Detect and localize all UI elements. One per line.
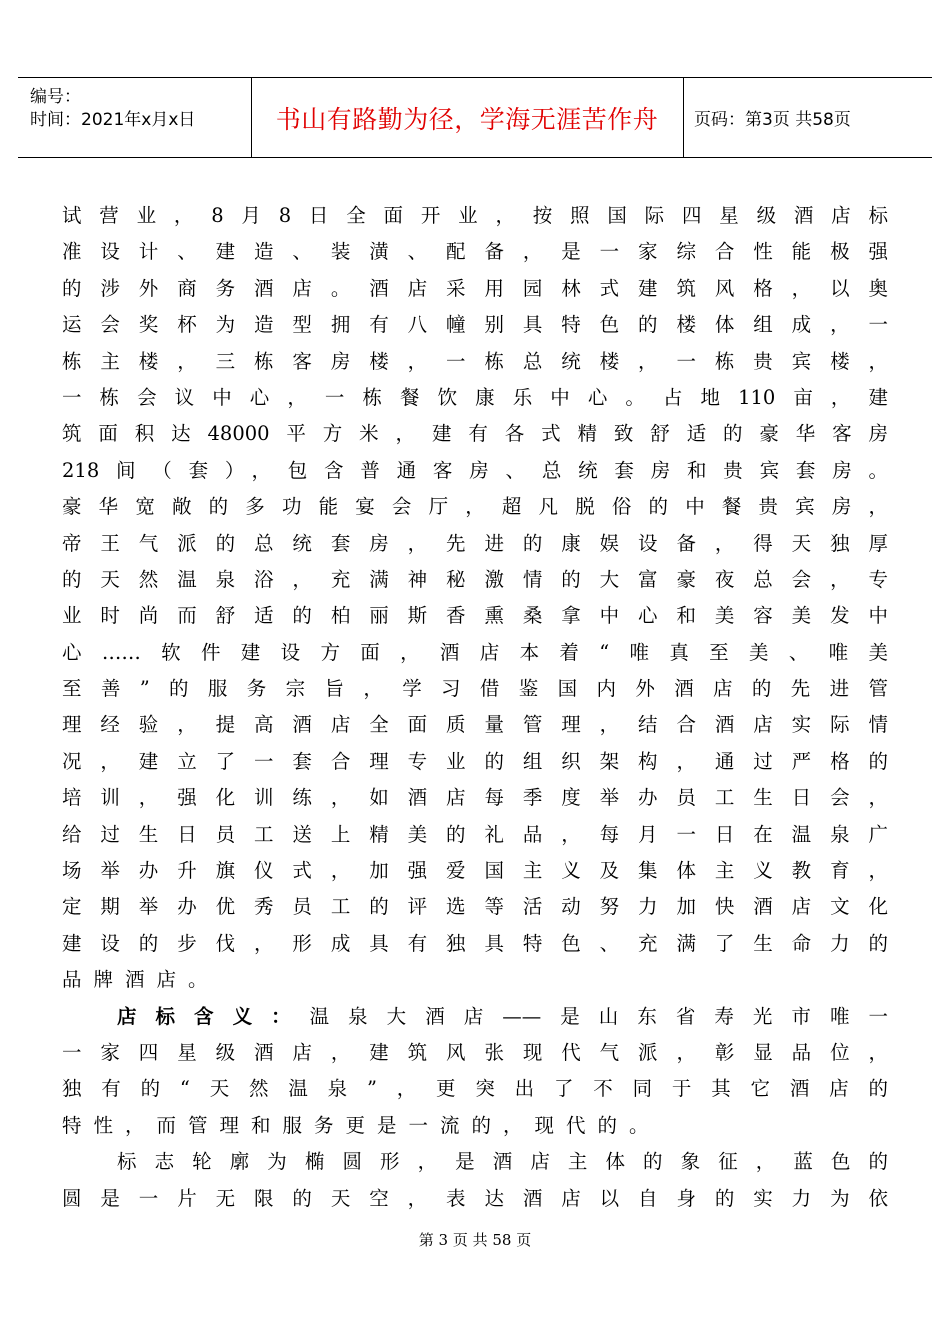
body-line: 试营业，8月8日全面开业，按照国际四星级酒店标 xyxy=(62,204,888,227)
body-line: 的天然温泉浴，充满神秘激情的大富豪夜总会，专 xyxy=(62,567,888,591)
body-line: 豪华宽敞的多功能宴会厅，超凡脱俗的中餐贵宾房， xyxy=(62,495,888,519)
body-line: 品牌酒店。 xyxy=(62,968,220,992)
body-line: 运会奖杯为造型拥有八幢别具特色的楼体组成，一 xyxy=(62,313,888,337)
page-footer: 第 3 页 共 58 页 xyxy=(418,1231,532,1249)
body-line: 准设计、建造、装潢、配备，是一家综合性能极强 xyxy=(62,240,888,264)
document-header xyxy=(18,77,932,158)
header-left-cell xyxy=(18,78,252,157)
body-line: 给过生日员工送上精美的礼品，每月一日在温泉广 xyxy=(62,822,888,846)
number-label: 编号： xyxy=(30,87,81,107)
body-line: 场举办升旗仪式，加强爱国主义及集体主义教育， xyxy=(62,859,888,883)
section-line: 一家四星级酒店，建筑风张现代气派，彰显品位， xyxy=(62,1040,888,1064)
body-line: 一栋会议中心，一栋餐饮康乐中心。占地110亩，建 xyxy=(62,385,888,409)
document-body xyxy=(62,198,888,1217)
section-heading: 店标含义： xyxy=(117,1004,310,1028)
body-line: 帝王气派的总统套房，先进的康娱设备，得天独厚 xyxy=(62,531,888,555)
time-label: 时间：2021年x月x日 xyxy=(30,110,196,130)
body-line: 定期举办优秀员工的评选等活动努力加快酒店文化 xyxy=(62,895,888,919)
paragraph-line: 标志轮廓为椭圆形，是酒店主体的象征，蓝色的 xyxy=(117,1150,888,1174)
body-line: 至善”的服务宗旨，学习借鉴国内外酒店的先进管 xyxy=(62,677,888,701)
header-page-cell xyxy=(684,78,932,157)
motto: 书山有路勤为径，学海无涯苦作舟 xyxy=(275,104,659,134)
section-first-line-text: 温泉大酒店——是山东省寿光市唯一 xyxy=(309,1004,888,1028)
header-motto-cell xyxy=(251,78,684,157)
body-line: 业时尚而舒适的柏丽斯香熏桑拿中心和美容美发中 xyxy=(62,604,888,628)
section-first-line xyxy=(62,999,888,1035)
body-line: 栋主楼，三栋客房楼，一栋总统楼，一栋贵宾楼， xyxy=(62,349,888,373)
body-line: 218间（套），包含普通客房、总统套房和贵宾套房。 xyxy=(62,458,888,482)
body-line: 况，建立了一套合理专业的组织架构，通过严格的 xyxy=(62,749,888,773)
body-line: 建设的步伐，形成具有独具特色、充满了生命力的 xyxy=(62,931,888,955)
body-line: 的涉外商务酒店。酒店采用园林式建筑风格，以奥 xyxy=(62,276,888,300)
body-line: 筑面积达48000平方米，建有各式精致舒适的豪华客房 xyxy=(62,422,888,446)
page-code: 页码：第3页 共58页 xyxy=(694,110,851,130)
section-line: 特性，而管理和服务更是一流的，现代的。 xyxy=(62,1113,661,1137)
body-line: 培训，强化训练，如酒店每季度举办员工生日会， xyxy=(62,786,888,810)
body-line: 理经验，提高酒店全面质量管理，结合酒店实际情 xyxy=(62,713,888,737)
body-line: 心……软件建设方面，酒店本着“唯真至美、唯美 xyxy=(62,640,888,664)
section-line: 独有的“天然温泉”，更突出了不同于其它酒店的 xyxy=(62,1077,888,1101)
paragraph-line: 圆是一片无限的天空，表达酒店以自身的实力为依 xyxy=(62,1186,888,1210)
